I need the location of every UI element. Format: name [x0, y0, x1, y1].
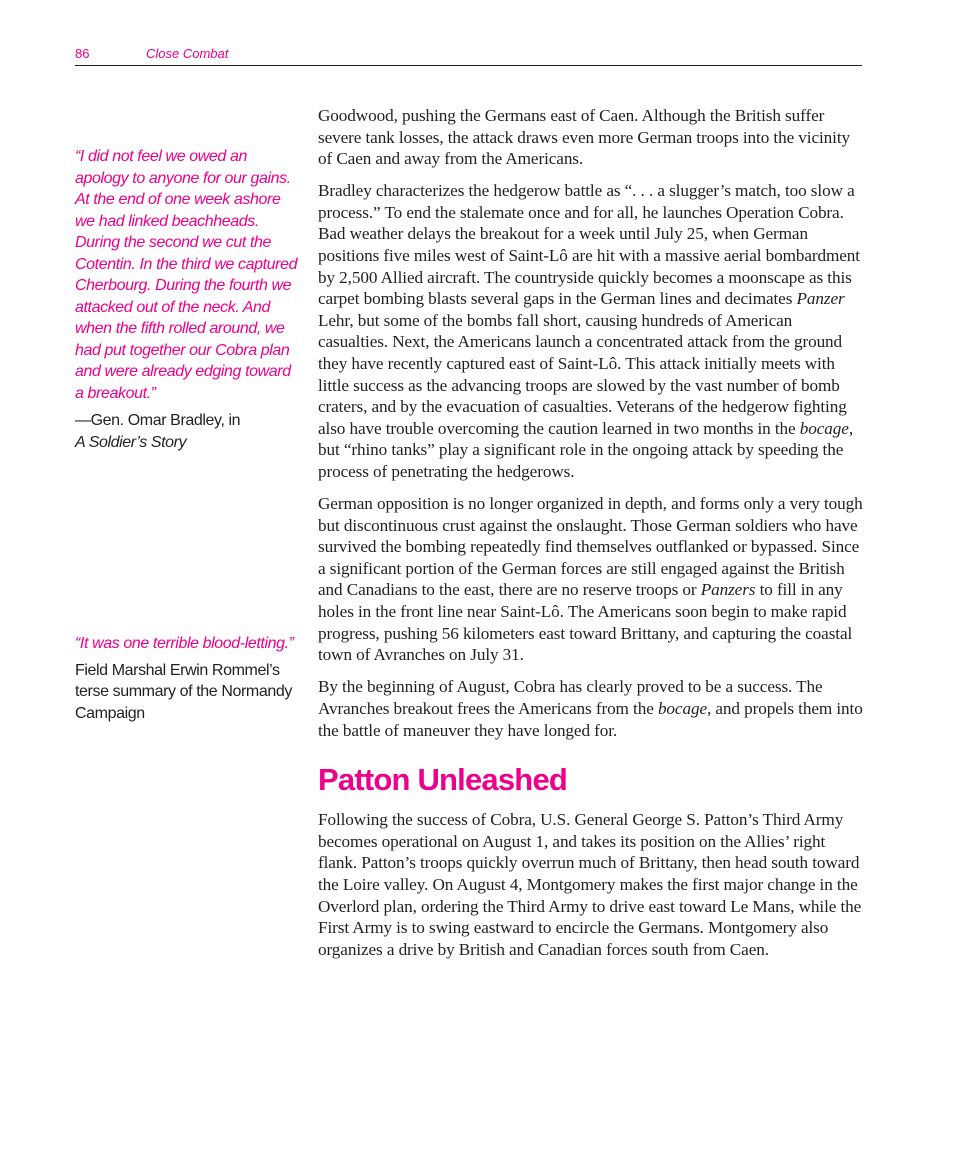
- pull-quote: “It was one terrible blood-letting.”: [75, 635, 294, 652]
- pull-quote: “I did not feel we owed an apology to anyone for our gains. At the end of one week ashore we had linked beachheads. During the second we cut the Cotentin. In the third we captured Cherbourg. During the fourth we attacked out of the neck. And when the fifth rolled around, we had put together our Cobra plan and were already edging toward a breakout.”: [75, 148, 298, 402]
- sidebar-quote-bradley: [75, 146, 303, 453]
- paragraph: Bradley characterizes the hedgerow battle as “. . . a slugger’s match, too slow a process.” To end the stalemate once and for all, he launches Operation Cobra. Bad weather delays the breakout for a week until July 25, when German positions five miles west of Saint-Lô are hit with a massive aerial bombardment by 2,500 Allied aircraft. The countryside quickly becomes a moonscape as this carpet bombing blasts several gaps in the German lines and decimates Panzer Lehr, but some of the bombs fall short, causing hundreds of American casualties. Next, the Americans launch a concentrated attack from the ground they have recently captured east of Saint-Lô. This attack initially meets with little success as the advancing troops are slowed by the vast number of bomb craters, and by the evacuation of casualties. Veterans of the hedgerow fighting also have trouble overcoming the caution learned in two months in the bocage, but “rhino tanks” play a significant role in the ongoing attack by speeding the process of penetrating the hedgerows.: [318, 181, 860, 481]
- attribution-name: —Gen. Omar Bradley, in: [75, 412, 241, 429]
- sidebar-quote-rommel: [75, 633, 303, 724]
- running-title: Close Combat: [146, 46, 229, 61]
- quote-attribution: Field Marshal Erwin Rommel’s terse summary of the Normandy Campaign: [75, 661, 292, 722]
- page-number: 86: [75, 46, 90, 61]
- paragraph: Following the success of Cobra, U.S. General George S. Patton’s Third Army becomes operational on August 1, and takes its position on the Allies’ right flank. Patton’s troops quickly overrun much of Brittany, then head south toward the Loire valley. On August 4, Montgomery makes the first major change in the Overlord plan, ordering the Third Army to drive east toward Le Mans, while the First Army is to swing eastward to encircle the Germans. Montgomery also organizes a drive by British and Canadian forces south from Caen.: [318, 810, 862, 959]
- quote-attribution: [75, 410, 303, 453]
- paragraph: By the beginning of August, Cobra has clearly proved to be a success. The Avranches breakout frees the Americans from the bocage, and propels them into the battle of maneuver they have longed for.: [318, 677, 863, 740]
- paragraph: German opposition is no longer organized in depth, and forms only a very tough but discontinuous crust against the onslaught. Those German soldiers who have survived the bombing repeatedly find themselves outflanked or bypassed. Since a significant portion of the German forces are still engaged against the British and Canadians to the east, there are no reserve troops or Panzers to fill in any holes in the front line near Saint-Lô. The Americans soon begin to make rapid progress, pushing 56 kilometers east toward Brittany, and capturing the coastal town of Avranches on July 31.: [318, 494, 863, 665]
- running-header: [75, 46, 862, 66]
- section-heading: Patton Unleashed: [318, 762, 568, 798]
- main-column: [318, 105, 863, 971]
- paragraph: Goodwood, pushing the Germans east of Caen. Although the British suffer severe tank losses, the attack draws even more German troops into the vicinity of Caen and away from the Americans.: [318, 106, 851, 169]
- attribution-source: A Soldier’s Story: [75, 433, 187, 451]
